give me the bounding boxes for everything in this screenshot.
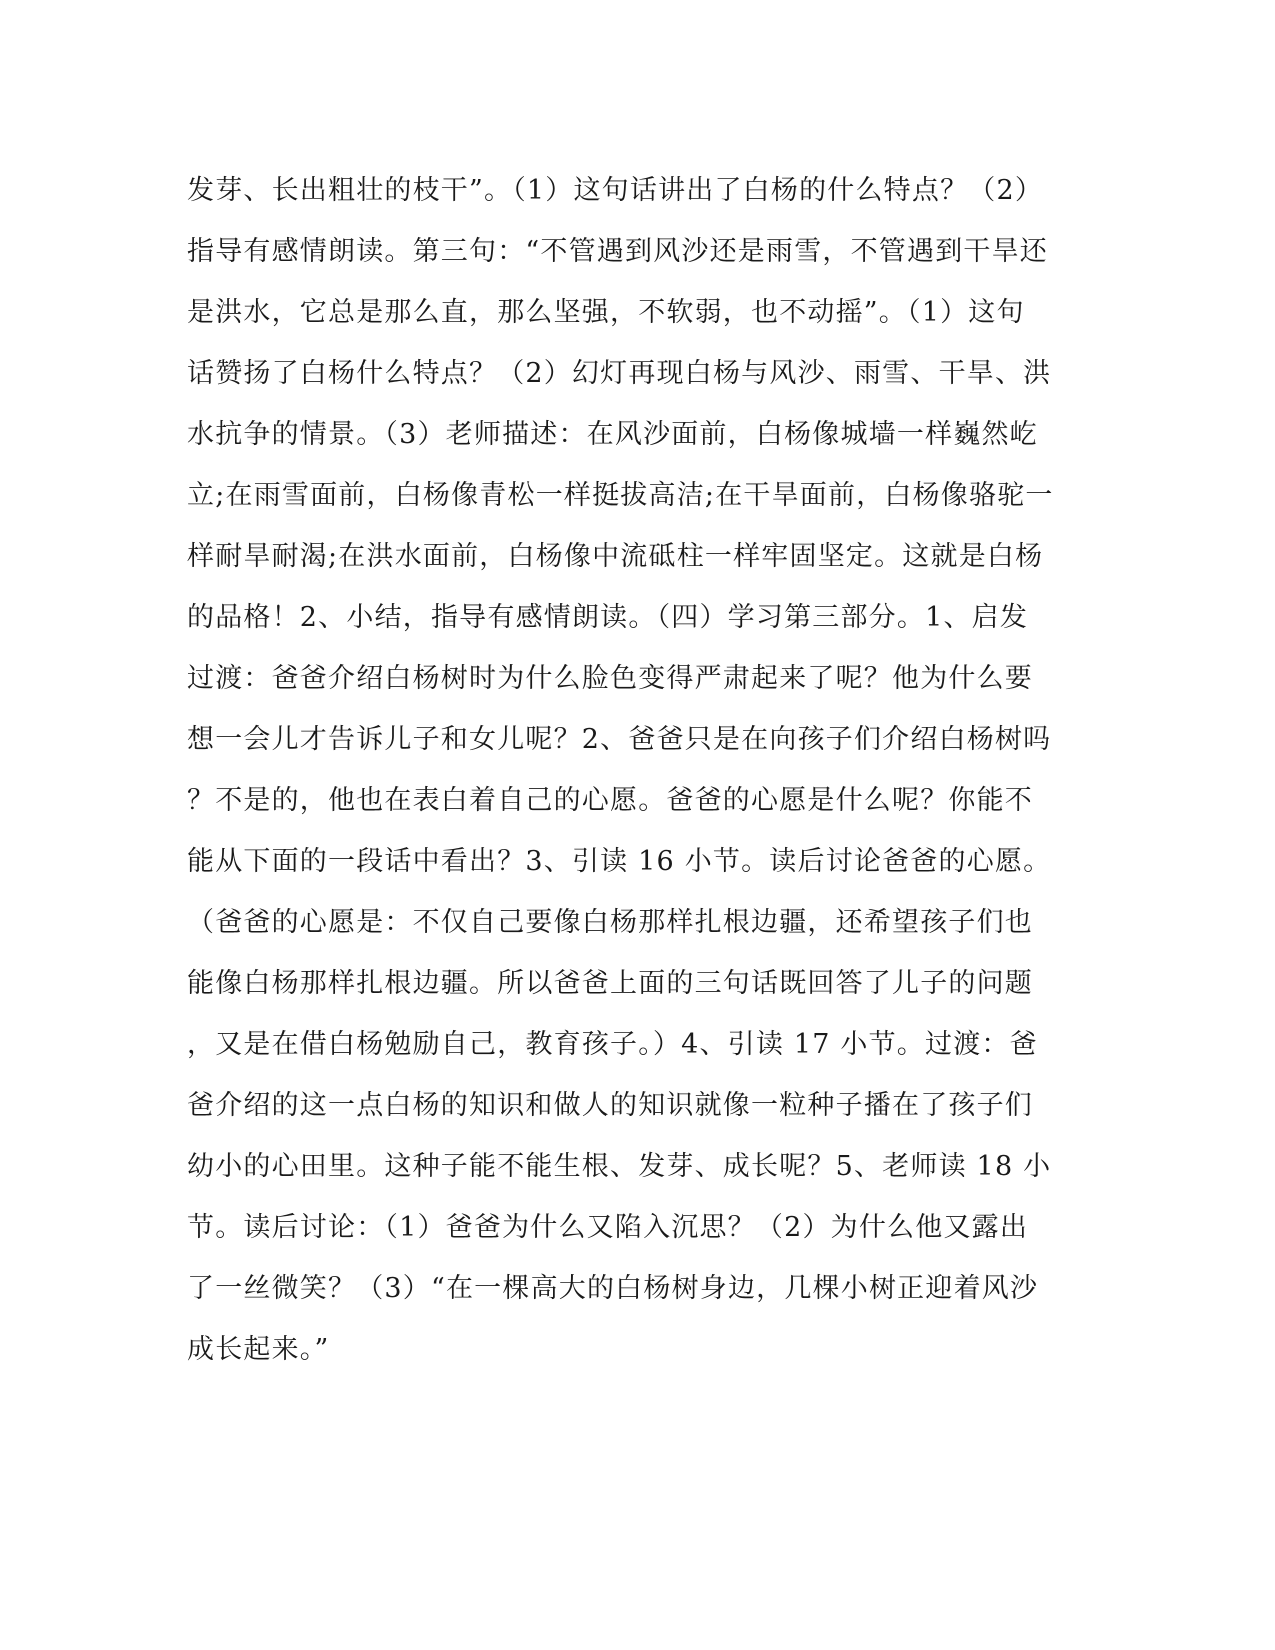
text-line: 成长起来。” [187, 1334, 330, 1365]
text-line: 话赞扬了白杨什么特点？（2）幻灯再现白杨与风沙、雨雪、干旱、洪 [187, 358, 1052, 389]
text-line: 立;在雨雪面前，白杨像青松一样挺拔高洁;在干旱面前，白杨像骆驼一 [187, 480, 1054, 511]
text-line: 的品格！2、小结，指导有感情朗读。（四）学习第三部分。1、启发 [187, 602, 1029, 633]
text-line: 能像白杨那样扎根边疆。所以爸爸上面的三句话既回答了儿子的问题 [187, 968, 1033, 999]
text-line: 能从下面的一段话中看出？3、引读 16 小节。读后讨论爸爸的心愿。 [187, 846, 1052, 877]
text-line: 过渡：爸爸介绍白杨树时为什么脸色变得严肃起来了呢？他为什么要 [187, 663, 1033, 694]
text-line: 想一会儿才告诉儿子和女儿呢？2、爸爸只是在向孩子们介绍白杨树吗 [187, 724, 1052, 755]
text-line: 了一丝微笑？（3）“在一棵高大的白杨树身边，几棵小树正迎着风沙 [187, 1273, 1039, 1304]
text-line: 样耐旱耐渴;在洪水面前，白杨像中流砥柱一样牢固坚定。这就是白杨 [187, 541, 1044, 572]
text-line: ，又是在借白杨勉励自己，教育孩子。）4、引读 17 小节。过渡：爸 [187, 1029, 1038, 1060]
text-line: 幼小的心田里。这种子能不能生根、发芽、成长呢？5、老师读 18 小 [187, 1151, 1052, 1182]
text-line: （爸爸的心愿是：不仅自己要像白杨那样扎根边疆，还希望孩子们也 [187, 907, 1033, 938]
text-line: ？不是的，他也在表白着自己的心愿。爸爸的心愿是什么呢？你能不 [187, 785, 1033, 816]
text-line: 指导有感情朗读。第三句：“不管遇到风沙还是雨雪，不管遇到干旱还 [187, 236, 1049, 267]
text-line: 是洪水，它总是那么直，那么坚强，不软弱，也不动摇”。（1）这句 [187, 297, 1025, 328]
body-text [187, 160, 1067, 1380]
text-line: 发芽、长出粗壮的枝干”。（1）这句话讲出了白杨的什么特点？（2） [187, 175, 1044, 206]
text-line: 节。读后讨论：（1）爸爸为什么又陷入沉思？（2）为什么他又露出 [187, 1212, 1029, 1243]
text-line: 水抗争的情景。（3）老师描述：在风沙面前，白杨像城墙一样巍然屹 [187, 419, 1038, 450]
text-line: 爸介绍的这一点白杨的知识和做人的知识就像一粒种子播在了孩子们 [187, 1090, 1033, 1121]
